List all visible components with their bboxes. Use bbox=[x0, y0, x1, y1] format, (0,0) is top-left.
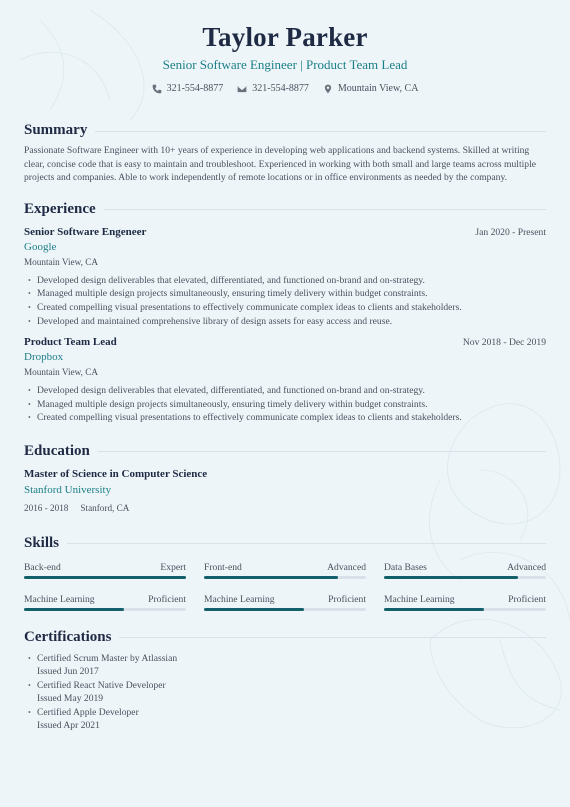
job-bullet: • Developed and maintained comprehensive library of design assets for easy access and reuse. bbox=[24, 315, 546, 329]
certification-name: • Certified React Native Developer bbox=[37, 679, 166, 691]
skill-level: Advanced bbox=[507, 561, 546, 573]
section-divider bbox=[98, 451, 546, 452]
skills-grid bbox=[24, 561, 546, 611]
job-bullet: • Managed multiple design projects simultaneously, ensuring timely delivery within budget constraints. bbox=[24, 398, 546, 412]
contact-row bbox=[24, 82, 546, 96]
candidate-role: Senior Software Engineer | Product Team Lead bbox=[162, 57, 408, 72]
skill-bar bbox=[24, 576, 186, 579]
skill-item bbox=[24, 593, 186, 611]
skill-name: Machine Learning bbox=[24, 593, 95, 605]
skill-bar bbox=[384, 608, 546, 611]
experience-heading bbox=[24, 199, 546, 219]
job-title: Product Team Lead bbox=[24, 336, 117, 349]
section-title: Certifications bbox=[24, 628, 112, 645]
job-bullet: • Managed multiple design projects simultaneously, ensuring timely delivery within budget constraints. bbox=[24, 287, 546, 301]
location-text: Mountain View, CA bbox=[337, 83, 419, 94]
contact-email bbox=[237, 82, 309, 96]
skill-name: Front-end bbox=[204, 561, 242, 573]
candidate-name: Taylor Parker bbox=[202, 22, 368, 52]
skill-name: Back-end bbox=[24, 561, 61, 573]
phone-text: 321-554-8877 bbox=[166, 83, 224, 94]
skill-bar-fill bbox=[384, 608, 484, 611]
skill-level: Expert bbox=[160, 561, 186, 573]
skill-item bbox=[384, 593, 546, 611]
envelope-icon bbox=[237, 84, 247, 94]
summary-section bbox=[24, 120, 546, 185]
skills-section bbox=[24, 533, 546, 611]
skill-bar-fill bbox=[204, 576, 338, 579]
job-company: Google bbox=[24, 240, 57, 253]
education-location: Stanford, CA bbox=[80, 502, 130, 513]
section-divider bbox=[67, 543, 546, 544]
summary-text: Passionate Software Engineer with 10+ years of experience in developing web applications and backend systems. Skilled at writing clear, concise code that is easy to maintain and troubleshoot. Experienced in working with both small and large teams across multiple projects and companies. Able to work independently of remote locations or in office environments as needed by the company. bbox=[24, 145, 537, 184]
map-pin-icon bbox=[323, 84, 333, 94]
certification-issued: Issued Jun 2017 bbox=[37, 666, 99, 678]
job-date: Jan 2020 - Present bbox=[475, 226, 546, 238]
section-divider bbox=[119, 637, 546, 638]
education-heading bbox=[24, 441, 546, 461]
skill-bar-fill bbox=[204, 608, 304, 611]
skill-item bbox=[204, 561, 366, 579]
contact-location bbox=[323, 82, 419, 96]
section-title: Skills bbox=[24, 534, 60, 551]
skill-item bbox=[384, 561, 546, 579]
skill-level: Proficient bbox=[328, 593, 366, 605]
skill-level: Proficient bbox=[148, 593, 186, 605]
skill-bar bbox=[204, 576, 366, 579]
skill-item bbox=[24, 561, 186, 579]
skill-bar-fill bbox=[384, 576, 518, 579]
section-divider bbox=[95, 131, 546, 132]
certification-item bbox=[24, 679, 546, 706]
job-date: Nov 2018 - Dec 2019 bbox=[462, 337, 546, 349]
section-title: Summary bbox=[24, 122, 88, 138]
skill-bar-fill bbox=[24, 576, 186, 579]
job-bullet: • Developed design deliverables that elevated, differentiated, and functioned on-brand and on-strategy. bbox=[24, 274, 546, 288]
job-bullet: • Created compelling visual presentations to effectively communicate complex ideas to clients and stakeholders. bbox=[24, 411, 546, 425]
skill-name: Machine Learning bbox=[204, 593, 275, 605]
certification-list bbox=[24, 652, 546, 733]
summary-heading bbox=[24, 120, 546, 140]
phone-icon bbox=[152, 84, 162, 94]
certification-name: • Certified Apple Developer bbox=[37, 706, 139, 718]
education-years: 2016 - 2018 bbox=[24, 502, 69, 513]
experience-section bbox=[24, 199, 546, 425]
skill-bar bbox=[24, 608, 186, 611]
email-text: 321-554-8877 bbox=[252, 83, 309, 94]
job-title: Senior Software Engeneer bbox=[24, 225, 147, 238]
job-bullet: • Developed design deliverables that elevated, differentiated, and functioned on-brand and on-strategy. bbox=[24, 384, 546, 398]
contact-phone bbox=[152, 82, 224, 96]
job-bullets bbox=[24, 384, 546, 425]
skill-bar bbox=[204, 608, 366, 611]
certification-item bbox=[24, 706, 546, 733]
skill-level: Advanced bbox=[327, 561, 366, 573]
section-divider bbox=[104, 209, 546, 210]
certifications-heading bbox=[24, 627, 546, 647]
job-location: Mountain View, CA bbox=[24, 367, 98, 378]
section-title: Education bbox=[24, 442, 90, 459]
education-meta bbox=[24, 503, 546, 513]
certification-name: • Certified Scrum Master by Atlassian bbox=[37, 652, 178, 664]
job-entry bbox=[24, 225, 546, 328]
skill-level: Proficient bbox=[508, 593, 546, 605]
skill-bar bbox=[384, 576, 546, 579]
resume-header bbox=[24, 0, 546, 96]
job-company: Dropbox bbox=[24, 351, 64, 364]
job-bullets bbox=[24, 274, 546, 328]
education-school: Stanford University bbox=[24, 483, 112, 496]
certification-issued: Issued Apr 2021 bbox=[37, 720, 100, 732]
certification-issued: Issued May 2019 bbox=[37, 693, 104, 705]
skills-heading bbox=[24, 533, 546, 553]
education-degree: Master of Science in Computer Science bbox=[24, 467, 208, 480]
certification-item bbox=[24, 652, 546, 679]
section-title: Experience bbox=[24, 200, 96, 217]
skill-name: Machine Learning bbox=[384, 593, 455, 605]
certifications-section bbox=[24, 627, 546, 733]
job-entry bbox=[24, 335, 546, 425]
job-location: Mountain View, CA bbox=[24, 256, 98, 267]
job-bullet: • Created compelling visual presentations to effectively communicate complex ideas to clients and stakeholders. bbox=[24, 301, 546, 315]
skill-item bbox=[204, 593, 366, 611]
education-section bbox=[24, 441, 546, 513]
skill-bar-fill bbox=[24, 608, 124, 611]
skill-name: Data Bases bbox=[384, 561, 427, 573]
